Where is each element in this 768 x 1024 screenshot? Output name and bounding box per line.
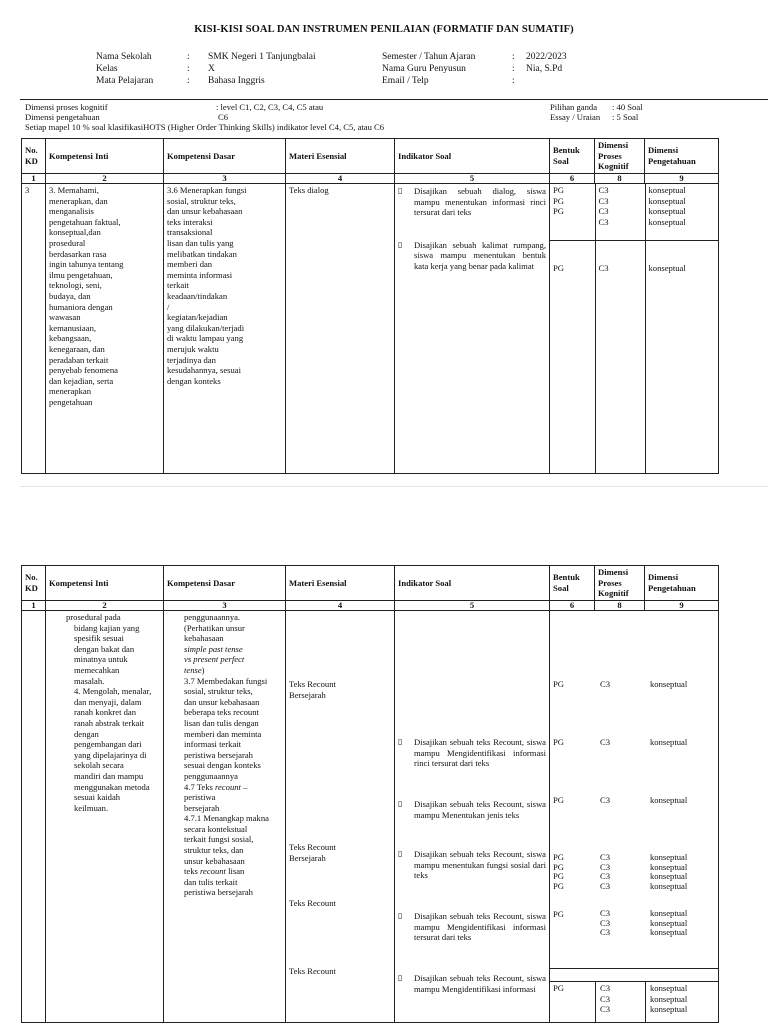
dim-kognitif-value: : level C1, C2, C3, C4, C5 atau [216,102,324,112]
info-left-values [208,51,316,87]
col-header: Kompetensi Dasar [164,139,286,174]
checkbox-icon: ▯ [398,911,403,920]
bentuk-soal: PG [553,909,564,919]
assessment-subtable [550,184,719,473]
table-header-row [22,139,719,174]
table-row [22,611,719,1023]
kisi-table-2 [21,565,719,1023]
col-number: 9 [645,174,719,184]
indikator-item [398,973,546,994]
checkbox-icon: ▯ [398,973,403,982]
dimensi-proses: C3 [600,795,611,805]
col-header: Materi Esensial [286,139,395,174]
info-value: X [208,64,215,74]
kompetensi-dasar: 3.6 Menerapkan fungsi sosial, struktur teks, dan unsur kebahasaan teks interaksi transaksional lisan dan tulis yang melibatkan tindakan memberi dan meminta informasi terkait keadaan/tindakan / kegiatan/kejadian yang dilakukan/terjadi di waktu lampau yang merujuk waktu terjadinya dan kesudahannya, sesuai dengan konteks [164,184,286,474]
col-header: Materi Esensial [286,566,395,601]
info-value: SMK Negeri 1 Tanjungbalai [208,52,316,62]
info-label: Kelas [96,64,118,74]
dimensi-pengetahuan: konseptual konseptual konseptual [650,983,688,1014]
table-row [22,184,719,474]
col-number: 9 [645,601,719,611]
dimensi-pengetahuan: konseptual konseptual konseptual konseptual [645,184,719,240]
kd-text: penggunaannya. (Perhatikan unsur kebahasaan [184,612,245,644]
indikator-text: Disajikan sebuah teks Recount, siswa mampu Mengidentifikasi informasi [414,973,546,994]
info-label: Nama Guru Penyusun [382,64,466,74]
assessment-row [550,240,719,473]
colon: : [512,76,515,86]
dimensi-proses: C3 C3 C3 C3 [600,852,611,891]
checkbox-icon: ▯ [398,849,403,858]
col-header: Dimensi Proses Kognitif [595,566,645,601]
kd-text: lisan dan tulis terkait peristiwa bersejarah [184,866,253,898]
col-number: 6 [550,174,595,184]
indikator-text: Disajikan sebuah teks Recount, siswa mampu menentukan fungsi sosial dari teks [414,849,546,881]
info-value: Nia, S.Pd [526,64,563,74]
bentuk-soal: PG [553,737,564,747]
bentuk-soal: PG PG PG PG [553,852,564,891]
bentuk-soal: PG [553,983,564,993]
col-header: Indikator Soal [395,139,550,174]
indikator-text: Disajikan sebuah dialog, siswa mampu menentukan informasi rinci tersurat dari teks [414,186,546,218]
dimensi-pengetahuan: konseptual konseptual konseptual konseptual [650,852,688,891]
col-header: Dimensi Pengetahuan [645,139,719,174]
col-header: Kompetensi Inti [46,566,164,601]
indikator-cell [395,184,550,474]
dimensi-pengetahuan: konseptual [650,679,688,689]
colon: : [187,64,190,74]
bentuk-soal: PG [553,679,564,689]
col-divider [645,981,646,1022]
info-label: Semester / Tahun Ajaran [382,52,476,62]
header-divider [20,99,768,100]
indikator-item [398,849,546,881]
info-left-colons [187,51,190,87]
materi-cell [286,611,395,1023]
indikator-item [398,737,546,769]
col-number: 5 [395,601,550,611]
col-number: 8 [595,601,645,611]
essay-label: Essay / Uraian [550,112,601,122]
col-header: Kompetensi Inti [46,139,164,174]
col-number: 3 [164,601,286,611]
col-header: Bentuk Soal [550,139,595,174]
indikator-text: Disajikan sebuah teks Recount, siswa mampu Menentukan jenis teks [414,799,546,820]
info-right-colons [512,51,515,87]
kd-text-italic: recount [215,781,241,792]
pg-value: : 40 Soal [612,102,643,112]
row-divider [550,968,718,969]
materi-esensial: Teks Recount Bersejarah [289,842,336,863]
kd-text: – peristiwa bersejarah 4.7.1 Menangkap makna secara kontekstual terkait fungsi sosial, struktur teks, dan unsur kebahasaan teks [184,781,269,877]
dimensi-pengetahuan: konseptual [650,737,688,747]
indikator-text: Disajikan sebuah teks Recount, siswa mampu Mengidentifikasi informasi rinci tersurat dari teks [414,737,546,769]
indikator-cell [395,611,550,1023]
kompetensi-inti: 3. Memahami, menerapkan, dan menganalisis pengetahuan faktual, konseptual,dan prosedural berdasarkan rasa ingin tahunya tentang ilmu pengetahuan, teknologi, seni, budaya, dan humaniora dengan wawasan kemanusiaan, kebangsaan, kenegaraan, dan peradaban terkait penyebab fenomena dan kejadian, serta menerapkan pengetahuan [46,184,164,474]
indikator-item [398,799,546,820]
bentuk-soal: PG PG PG [550,184,595,240]
info-label: Nama Sekolah [96,52,152,62]
colon: : [512,52,515,62]
col-header: Kompetensi Dasar [164,566,286,601]
dim-pengetahuan-value: C6 [218,112,229,122]
indikator-text: Disajikan sebuah teks Recount, siswa mampu Mengidentifikasi informasi tersurat dari teks [414,911,546,943]
dim-kognitif-label: Dimensi proses kognitif [25,102,108,112]
col-divider [595,981,596,1022]
soal-count-values [612,102,643,122]
hots-note: Setiap mapel 10 % soal klasifikasiHOTS (Higher Order Thinking Skills) indikator level C4, C5, atau C6 [25,122,385,132]
col-number-row [22,601,719,611]
pg-label: Pilihan ganda [550,102,598,112]
dimensi-pengetahuan: konseptual [650,795,688,805]
col-number: 5 [395,174,550,184]
col-header: Bentuk Soal [550,566,595,601]
soal-count-labels [550,102,600,122]
col-number: 8 [595,174,645,184]
dimensi-proses: C3 C3 C3 [600,983,611,1014]
kompetensi-dasar [164,611,286,1023]
assessment-cell [550,611,719,1023]
dimensi-pengetahuan: konseptual [645,240,719,473]
info-left-labels [96,51,153,87]
col-number: 2 [46,601,164,611]
kisi-table-1 [21,138,719,474]
indikator-item [398,186,546,218]
info-label: Mata Pelajaran [96,76,154,86]
kompetensi-inti: prosedural pada bidang kajian yang spesifik sesuai dengan bakat dan minatnya untuk memecahkan masalah. 4. Mengolah, menalar, dan menyaji, dalam ranah konkret dan ranah abstrak terkait dengan pengembangan dari yang dipelajarinya di sekolah secara mandiri dan mampu menggunakan metoda sesuai kaidah keilmuan. [46,611,164,1023]
dimensi-proses: C3 C3 C3 [600,908,611,937]
indikator-item [398,240,546,272]
dim-pengetahuan-label: Dimensi pengetahuan [25,112,100,122]
dimensi-proses: C3 [600,679,611,689]
row-divider [550,981,718,982]
info-right-labels [382,51,475,87]
info-value: 2022/2023 [526,52,567,62]
checkbox-icon: ▯ [398,737,403,746]
colon: : [187,76,190,86]
bentuk-soal: PG [553,795,564,805]
materi-esensial: Teks Recount Bersejarah [289,679,336,700]
kd-text-italic: simple past tense vs present perfect tense [184,643,245,675]
col-header: No. KD [22,566,46,601]
dimensi-proses: C3 C3 C3 C3 [595,184,645,240]
table-header-row [22,566,719,601]
dimensi-pengetahuan: konseptual konseptual konseptual [650,908,688,937]
col-number: 1 [22,174,46,184]
col-number: 6 [550,601,595,611]
materi-esensial: Teks Recount [289,898,336,908]
col-number-row [22,174,719,184]
meta-block [25,102,384,132]
indikator-item [398,911,546,943]
checkbox-icon: ▯ [398,239,403,249]
colon: : [187,52,190,62]
no-kd [22,611,46,1023]
col-number: 4 [286,174,395,184]
col-number: 3 [164,174,286,184]
col-number: 1 [22,601,46,611]
col-header: Dimensi Pengetahuan [645,566,719,601]
checkbox-icon: ▯ [398,186,403,195]
dimensi-proses: C3 [595,240,645,473]
assessment-cell [550,184,719,474]
indikator-text: Disajikan sebuah kalimat rumpang, siswa mampu menentukan bentuk kata kerja yang benar pada kalimat [414,239,546,271]
assessment-row [550,184,719,240]
info-right-values [526,51,567,75]
col-number: 2 [46,174,164,184]
info-label: Email / Telp [382,76,429,86]
checkbox-icon: ▯ [398,799,403,808]
bentuk-soal: PG [550,240,595,473]
kd-text-italic: recount [200,866,226,877]
col-number: 4 [286,601,395,611]
info-value: Bahasa Inggris [208,76,265,86]
no-kd: 3 [22,184,46,474]
col-header: No. KD [22,139,46,174]
page-break [20,486,768,487]
kd-text: ) 3.7 Membedakan fungsi sosial, struktur teks, dan unsur kebahasaan beberapa teks recount lisan dan tulis dengan memberi dan meminta informasi terkait peristiwa bersejarah sesuai dengan konteks penggunaannya 4.7 Teks [184,664,268,792]
essay-value: : 5 Soal [612,112,639,122]
colon: : [512,64,515,74]
col-header: Indikator Soal [395,566,550,601]
page-title: KISI-KISI SOAL DAN INSTRUMEN PENILAIAN (FORMATIF DAN SUMATIF) [194,24,574,35]
dimensi-proses: C3 [600,737,611,747]
meta-values [216,102,323,122]
materi-esensial: Teks Recount [289,966,336,976]
materi-esensial: Teks dialog [286,184,395,474]
col-header: Dimensi Proses Kognitif [595,139,645,174]
